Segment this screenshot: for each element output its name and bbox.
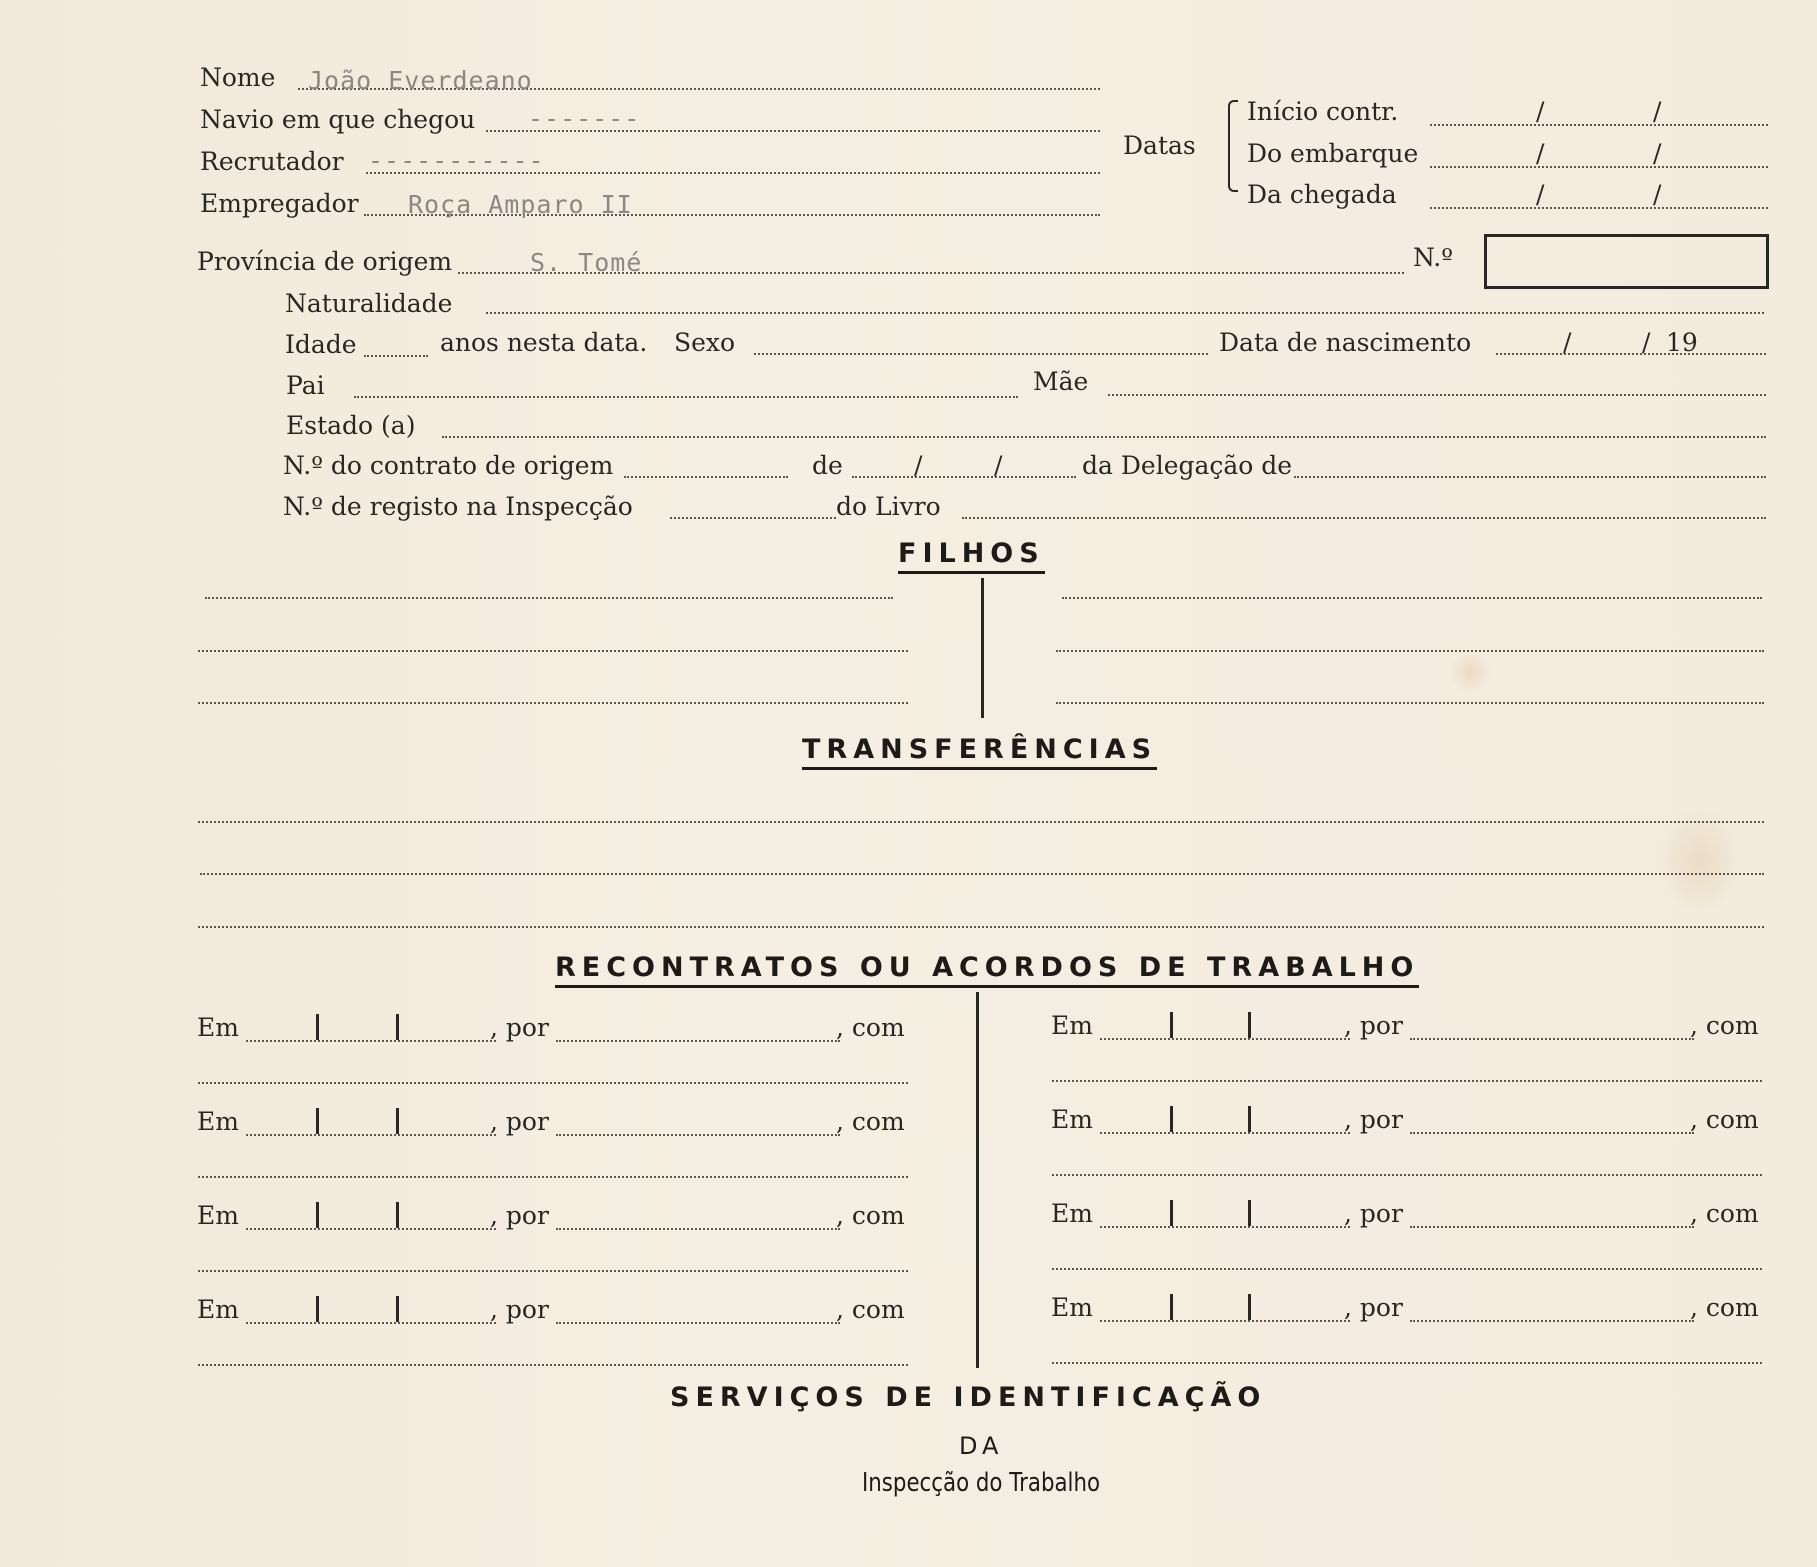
em-label: Em bbox=[1051, 1011, 1093, 1040]
em-label: Em bbox=[197, 1201, 239, 1230]
footer-inspeccao: Inspecção do Trabalho bbox=[862, 1468, 1101, 1498]
recrutador-label: Recrutador bbox=[200, 147, 344, 176]
transferencias-line-3 bbox=[198, 926, 1764, 928]
nascimento-year: 19 bbox=[1666, 328, 1698, 357]
inicio-label: Início contr. bbox=[1247, 97, 1399, 126]
embarque-label: Do embarque bbox=[1247, 139, 1419, 168]
recontratos-divider bbox=[976, 992, 979, 1368]
naturalidade-line bbox=[486, 312, 1764, 314]
de-line bbox=[852, 476, 1076, 478]
date-separator bbox=[316, 1296, 319, 1322]
em-date-line bbox=[1100, 1132, 1350, 1134]
com-label: , com bbox=[1690, 1199, 1759, 1228]
transferencias-line-2 bbox=[200, 873, 1764, 875]
por-line bbox=[556, 1228, 840, 1230]
com-label: , com bbox=[1690, 1293, 1759, 1322]
naturalidade-label: Naturalidade bbox=[285, 289, 453, 318]
com-line bbox=[198, 1364, 908, 1366]
date-separator bbox=[1248, 1200, 1251, 1226]
em-label: Em bbox=[197, 1013, 239, 1042]
por-label: , por bbox=[490, 1013, 549, 1042]
embarque-slash-2: / bbox=[1653, 139, 1662, 168]
idade-line bbox=[364, 355, 428, 357]
filhos-left-line-3 bbox=[198, 702, 908, 704]
filhos-right-line-1 bbox=[1062, 597, 1762, 599]
date-separator bbox=[396, 1202, 399, 1228]
inicio-line bbox=[1430, 124, 1768, 126]
chegada-slash-1: / bbox=[1536, 180, 1545, 209]
date-separator bbox=[1170, 1294, 1173, 1320]
footer-servicos: SERVIÇOS DE IDENTIFICAÇÃO bbox=[670, 1382, 1267, 1413]
com-line bbox=[198, 1082, 908, 1084]
delegacao-label: da Delegação de bbox=[1082, 451, 1293, 480]
em-label: Em bbox=[1051, 1293, 1093, 1322]
date-separator bbox=[1170, 1012, 1173, 1038]
datas-brace bbox=[1228, 100, 1238, 192]
em-date-line bbox=[1100, 1038, 1350, 1040]
por-line bbox=[1410, 1226, 1694, 1228]
de-label: de bbox=[812, 451, 843, 480]
nascimento-slash-2: / bbox=[1642, 328, 1651, 357]
inicio-slash-1: / bbox=[1536, 97, 1545, 126]
filhos-left-line-1 bbox=[205, 597, 893, 599]
date-separator bbox=[316, 1014, 319, 1040]
por-label: , por bbox=[1344, 1011, 1403, 1040]
por-label: , por bbox=[1344, 1105, 1403, 1134]
navio-label: Navio em que chegou bbox=[200, 105, 476, 134]
date-separator bbox=[1170, 1200, 1173, 1226]
date-separator bbox=[1248, 1012, 1251, 1038]
date-separator bbox=[1248, 1294, 1251, 1320]
registo-label: N.º de registo na Inspecção bbox=[283, 492, 633, 521]
de-slash-2: / bbox=[994, 451, 1003, 480]
chegada-label: Da chegada bbox=[1247, 180, 1397, 209]
nascimento-label: Data de nascimento bbox=[1219, 328, 1472, 357]
com-line bbox=[198, 1270, 908, 1272]
em-label: Em bbox=[197, 1295, 239, 1324]
em-date-line bbox=[246, 1134, 496, 1136]
livro-line bbox=[962, 517, 1766, 519]
com-line bbox=[1052, 1268, 1762, 1270]
em-date-line bbox=[246, 1228, 496, 1230]
com-line bbox=[198, 1176, 908, 1178]
por-label: , por bbox=[1344, 1293, 1403, 1322]
nome-value: João Everdeano bbox=[308, 66, 533, 95]
de-slash-1: / bbox=[914, 451, 923, 480]
transferencias-line-1 bbox=[198, 821, 1764, 823]
date-separator bbox=[396, 1296, 399, 1322]
sexo-label: Sexo bbox=[674, 328, 736, 357]
date-separator bbox=[316, 1108, 319, 1134]
por-line bbox=[556, 1134, 840, 1136]
recontratos-heading: RECONTRATOS OU ACORDOS DE TRABALHO bbox=[555, 952, 1419, 988]
em-label: Em bbox=[1051, 1105, 1093, 1134]
navio-value: ------- bbox=[528, 104, 641, 133]
pai-label: Pai bbox=[286, 371, 325, 400]
footer-da: DA bbox=[959, 1432, 1004, 1460]
date-separator bbox=[316, 1202, 319, 1228]
com-line bbox=[1052, 1362, 1762, 1364]
filhos-left-line-2 bbox=[198, 650, 908, 652]
com-label: , com bbox=[836, 1201, 905, 1230]
contrato-label: N.º do contrato de origem bbox=[283, 451, 614, 480]
em-date-line bbox=[246, 1322, 496, 1324]
transferencias-heading: TRANSFERÊNCIAS bbox=[802, 734, 1157, 770]
por-label: , por bbox=[1344, 1199, 1403, 1228]
com-line bbox=[1052, 1080, 1762, 1082]
em-date-line bbox=[1100, 1226, 1350, 1228]
com-label: , com bbox=[836, 1107, 905, 1136]
por-line bbox=[1410, 1320, 1694, 1322]
estado-label: Estado (a) bbox=[286, 411, 416, 440]
filhos-divider bbox=[981, 578, 984, 718]
date-separator bbox=[396, 1014, 399, 1040]
em-date-line bbox=[246, 1040, 496, 1042]
por-line bbox=[556, 1322, 840, 1324]
por-label: , por bbox=[490, 1201, 549, 1230]
por-label: , por bbox=[490, 1295, 549, 1324]
por-line bbox=[1410, 1038, 1694, 1040]
em-label: Em bbox=[197, 1107, 239, 1136]
embarque-line bbox=[1430, 166, 1768, 168]
por-line bbox=[556, 1040, 840, 1042]
com-label: , com bbox=[836, 1013, 905, 1042]
provincia-value: S. Tomé bbox=[530, 248, 643, 277]
nome-label: Nome bbox=[200, 63, 276, 92]
estado-line bbox=[442, 436, 1766, 438]
empregador-label: Empregador bbox=[200, 189, 359, 218]
datas-label: Datas bbox=[1123, 131, 1196, 160]
date-separator bbox=[396, 1108, 399, 1134]
com-line bbox=[1052, 1174, 1762, 1176]
em-label: Em bbox=[1051, 1199, 1093, 1228]
chegada-line bbox=[1430, 207, 1768, 209]
anos-label: anos nesta data. bbox=[440, 328, 648, 357]
com-label: , com bbox=[836, 1295, 905, 1324]
registo-line bbox=[670, 517, 836, 519]
pai-line bbox=[354, 396, 1018, 398]
filhos-heading: FILHOS bbox=[898, 538, 1045, 574]
sexo-line bbox=[754, 353, 1208, 355]
com-label: , com bbox=[1690, 1011, 1759, 1040]
provincia-label: Província de origem bbox=[197, 247, 453, 276]
embarque-slash-1: / bbox=[1536, 139, 1545, 168]
numero-box[interactable] bbox=[1484, 234, 1769, 289]
filhos-right-line-2 bbox=[1056, 650, 1764, 652]
date-separator bbox=[1248, 1106, 1251, 1132]
nascimento-slash-1: / bbox=[1563, 328, 1572, 357]
livro-label: do Livro bbox=[836, 492, 941, 521]
em-date-line bbox=[1100, 1320, 1350, 1322]
mae-label: Mãe bbox=[1033, 367, 1089, 396]
numero-label: N.º bbox=[1413, 243, 1453, 272]
com-label: , com bbox=[1690, 1105, 1759, 1134]
idade-label: Idade bbox=[285, 330, 357, 359]
empregador-value: Roça Amparo II bbox=[408, 190, 633, 219]
por-line bbox=[1410, 1132, 1694, 1134]
mae-line bbox=[1108, 394, 1766, 396]
nascimento-line bbox=[1496, 353, 1766, 355]
delegacao-line bbox=[1294, 476, 1766, 478]
date-separator bbox=[1170, 1106, 1173, 1132]
por-label: , por bbox=[490, 1107, 549, 1136]
inicio-slash-2: / bbox=[1653, 97, 1662, 126]
filhos-right-line-3 bbox=[1056, 702, 1764, 704]
contrato-line bbox=[624, 476, 788, 478]
recrutador-value: ----------- bbox=[368, 146, 545, 175]
chegada-slash-2: / bbox=[1653, 180, 1662, 209]
